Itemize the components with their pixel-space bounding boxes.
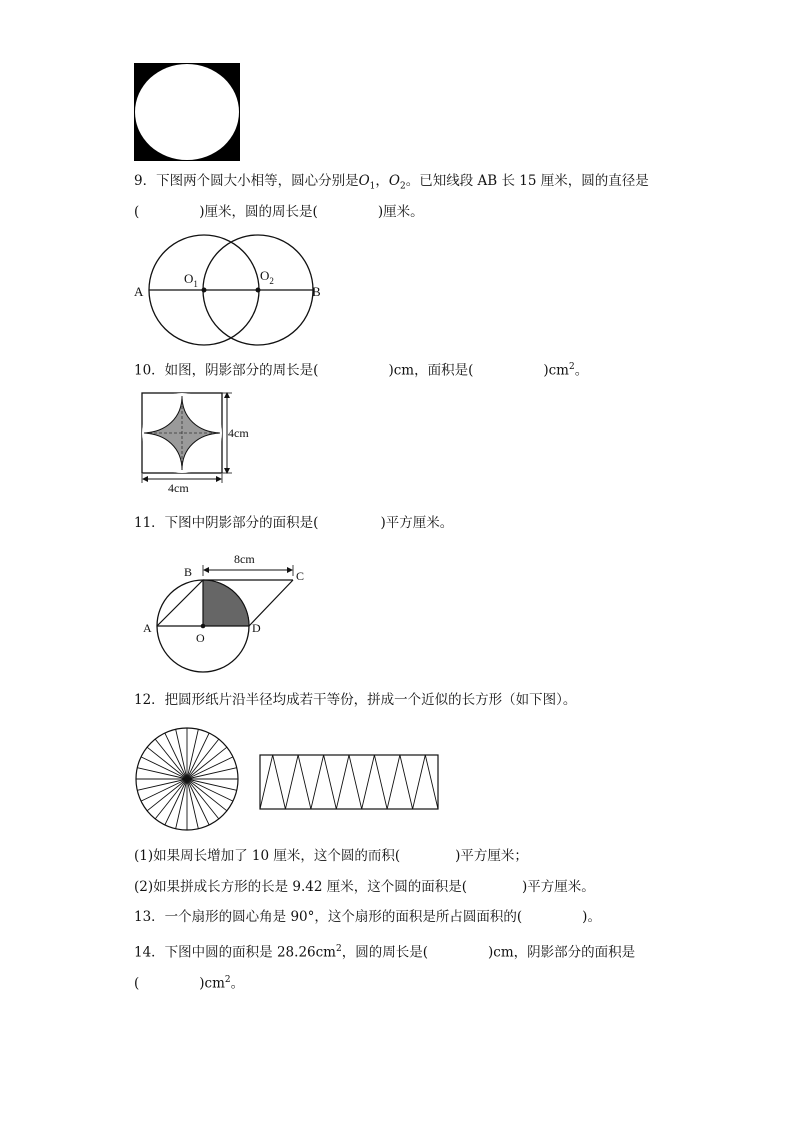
q9-o2-sub: 2 [399,181,406,192]
q14-text-b: ，圆的周长是( [341,944,428,961]
q12-p2-b: )平方厘米。 [522,879,595,895]
q9-comma: ， [375,173,389,189]
q9-label-o2-letter: O [260,268,270,283]
q10-text-b: )cm，面积是( [388,362,474,379]
q12-figure-sectors [134,727,242,833]
q14-text-c: )cm，阴影部分的面积是 [488,944,636,961]
q12-p1-b: )平方厘米； [455,848,528,864]
q14-text-a: 14．下图中圆的面积是 28.26cm [134,944,336,961]
q8-figure-circle-in-square [134,63,240,161]
q9-line2 [134,203,424,221]
q11-line [134,514,453,532]
q12-part2 [134,878,595,896]
q13-text-b: )。 [582,909,601,925]
q10-line [134,358,588,380]
q9-text: 9．下图两个圆大小相等，圆心分别是 [134,173,359,189]
q14-line2 [134,971,244,993]
q12-p2-a: (2)如果拼成长方形的长是 9.42 厘米，这个圆的面积是( [134,879,468,895]
q9-o1: O [358,173,370,189]
q9-label-o2-sub: 2 [269,276,274,286]
q9-label-b: B [312,284,321,299]
q10-side-label: 4cm [228,426,249,440]
q11-label-c: C [296,569,305,583]
q10-text-a: 10．如图，阴影部分的周长是( [134,362,319,379]
q12-intro: 12．把圆形纸片沿半径均成若干等份，拼成一个近似的长方形（如下图）。 [134,692,577,708]
q14-unit: )cm [199,975,225,992]
q11-len-label: 8cm [234,552,255,566]
q9-label-o1-sub: 1 [193,279,198,289]
q9-o2: O [388,173,400,189]
q9-label-o1-letter: O [184,271,194,286]
q10-figure-square-star [136,388,266,498]
q14-open: ( [134,975,140,992]
q9-o1-sub: 1 [369,181,376,192]
q9-open: ( [134,204,140,220]
q9-figure-two-circles [130,230,340,345]
q9-label-o2 [260,268,274,286]
q13-line [134,908,601,926]
q9-text-end: 。已知线段 AB 长 15 厘米，圆的直径是 [405,173,649,189]
q11-figure-circle-trapezoid [138,548,318,678]
q12-part1 [134,847,528,865]
q9-line1 [134,172,649,196]
q9-label-a: A [134,284,144,299]
q9-mid: )厘米，圆的周长是( [199,204,318,220]
q11-text-b: )平方厘米。 [380,515,454,531]
q14-line1 [134,940,635,962]
q11-text-a: 11．下图中阴影部分的面积是( [134,515,319,531]
q10-text-d: 。 [574,362,589,379]
q10-bottom-label: 4cm [168,481,189,495]
q14-end: 。 [230,975,245,992]
q9-label-o1 [184,271,198,289]
q12-p1-a: (1)如果周长增加了 10 厘米，这个圆的而积( [134,848,401,864]
q14-sup2: 2 [224,975,231,985]
q11-label-o: O [196,631,205,645]
q10-sup: 2 [569,362,575,372]
q9-end: )厘米。 [377,204,424,220]
q11-label-d: D [252,621,261,635]
q12-figure-rectangle [259,754,441,812]
q11-label-b: B [184,565,193,579]
q14-sup1: 2 [335,944,342,954]
q11-label-a: A [143,621,152,635]
q10-text-c: )cm [543,362,569,379]
q13-text-a: 13．一个扇形的圆心角是 90°，这个扇形的面积是所占圆面积的( [134,909,523,925]
